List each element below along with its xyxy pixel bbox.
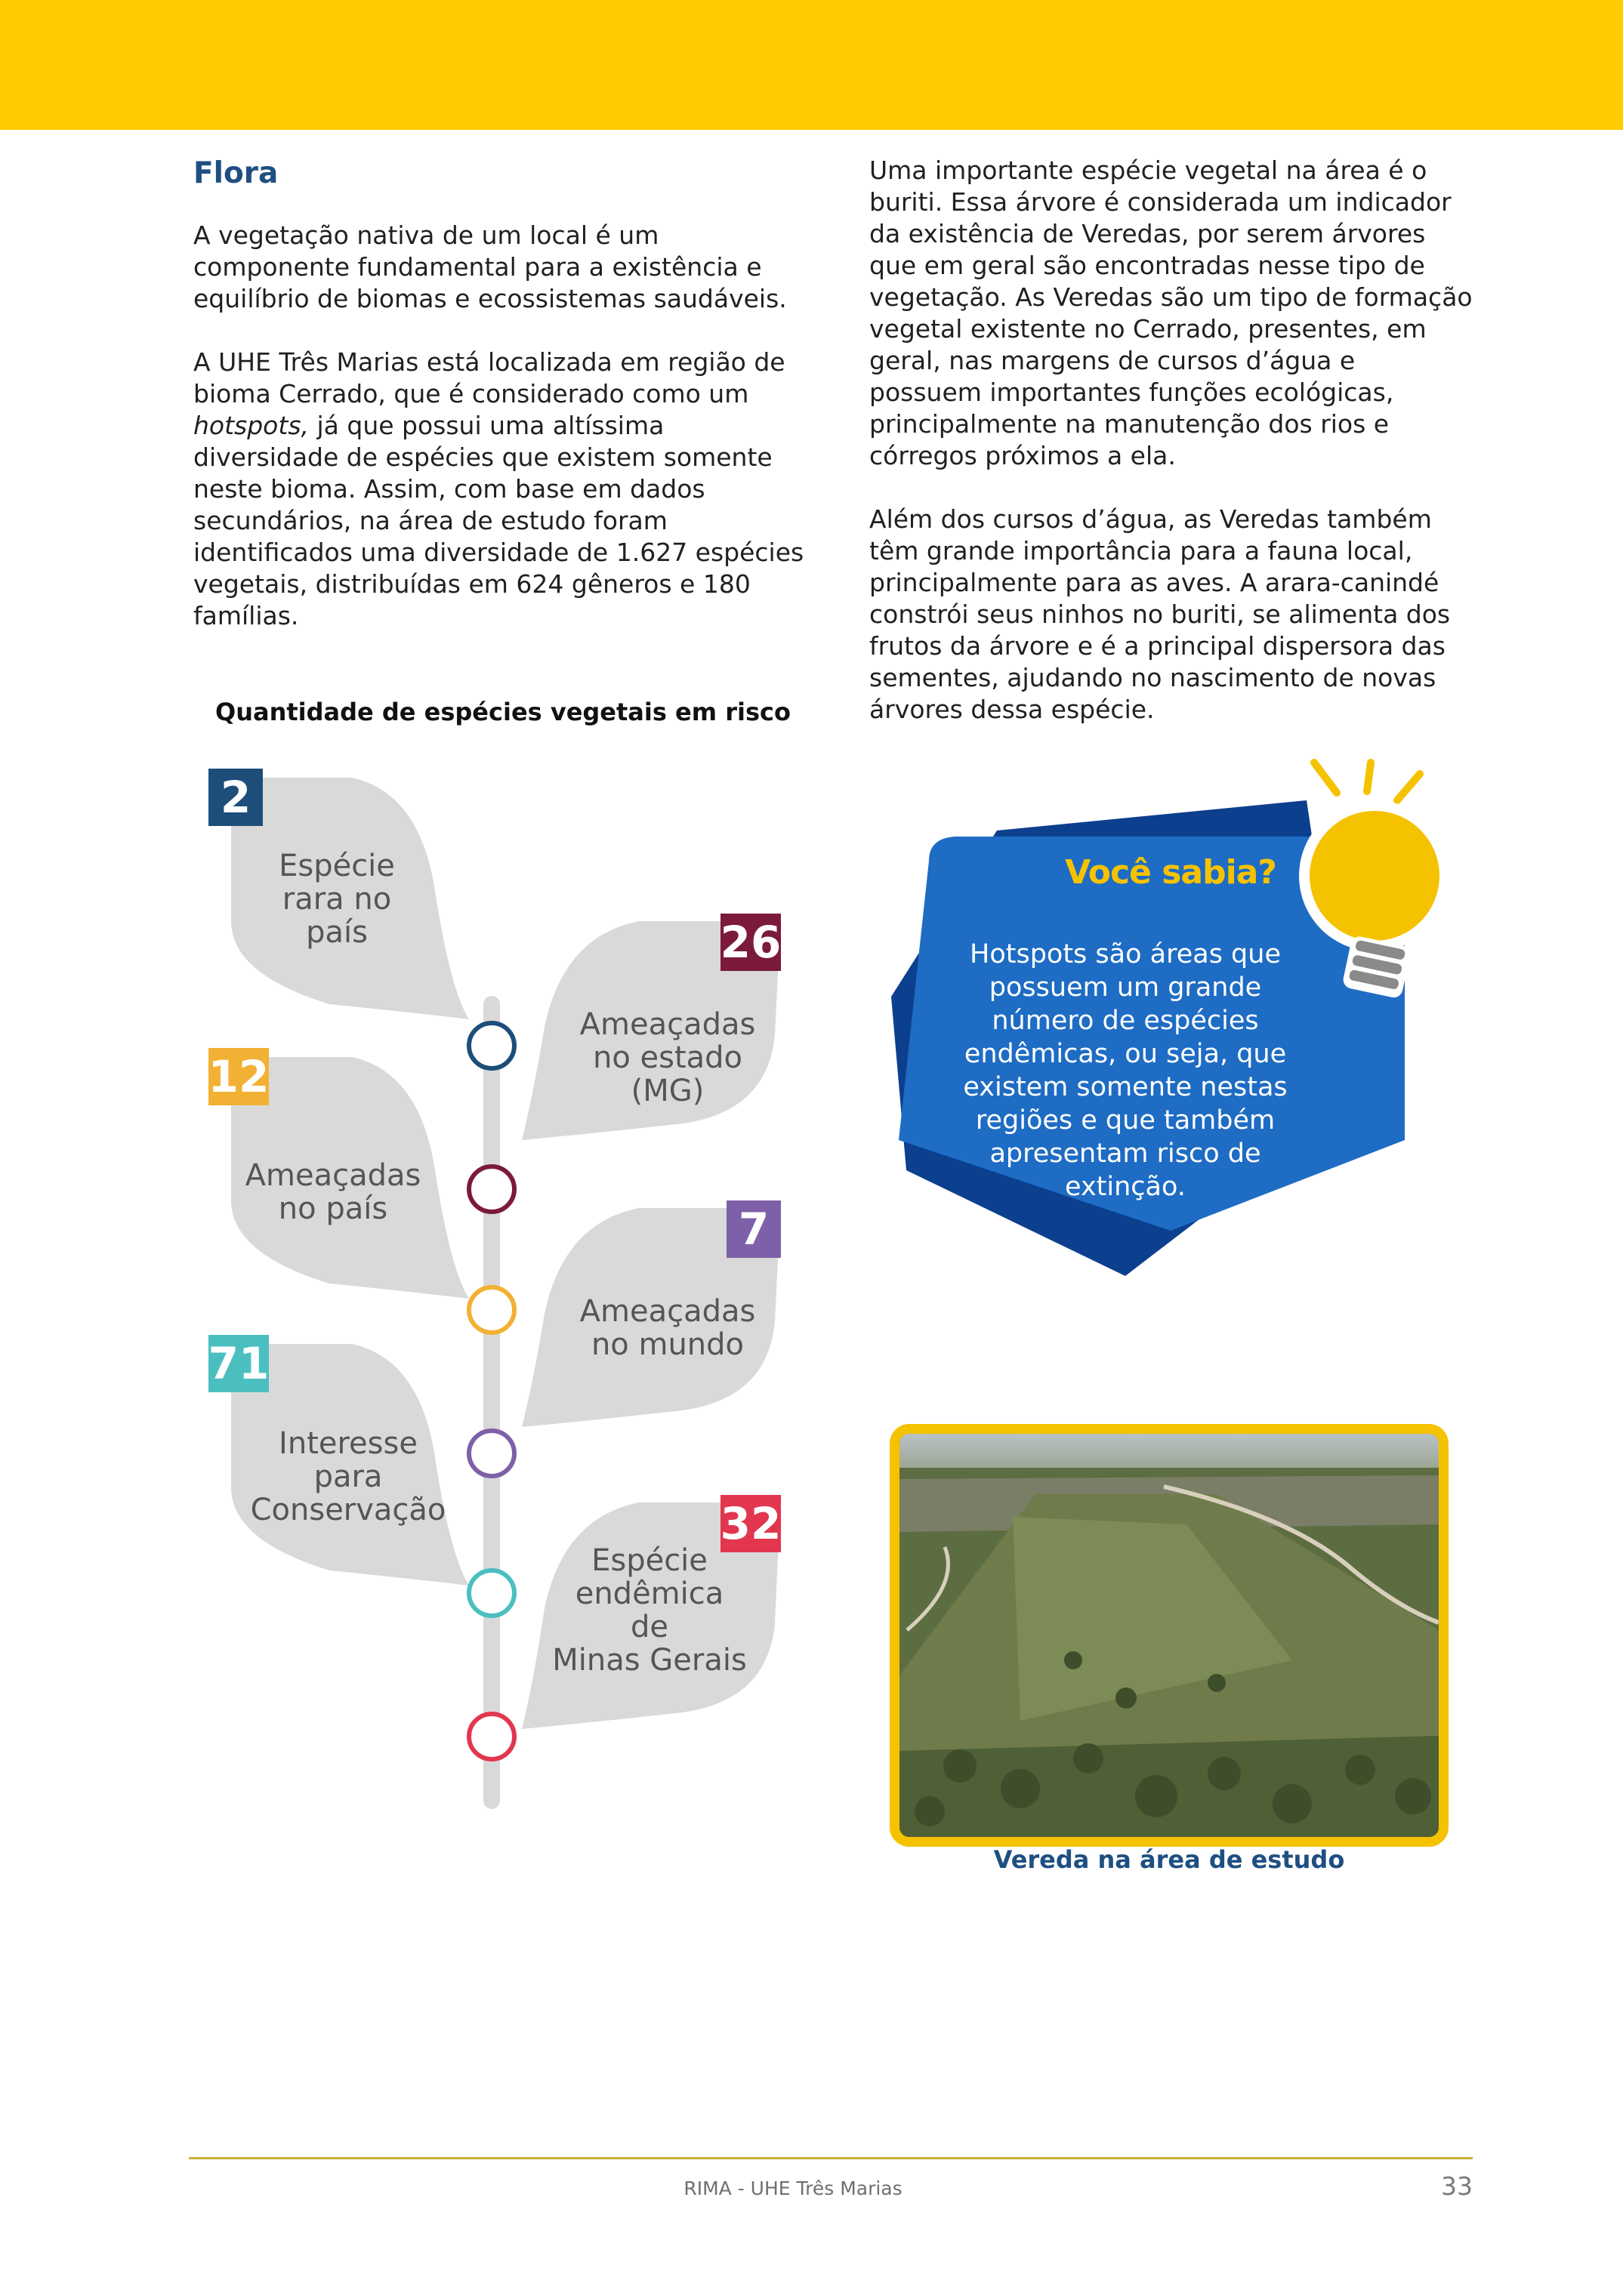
risk-label: Espécie [591, 1543, 708, 1578]
did-you-know-callout [884, 747, 1465, 1336]
risk-label: Ameaçadas [579, 1294, 756, 1329]
circle-node-icon [469, 1714, 514, 1759]
flora-paragraph-2-end: já que possui uma altíssima diversidade de espécies que existem somente neste bioma. Assim, com base em dados secundários, na área de estudo foram identificados uma diversidade de 1.627 espécies vegetais, distribuídas em 624 gêneros e 180 famílias. [193, 411, 804, 630]
risk-count: 2 [220, 772, 251, 823]
buriti-paragraph: Uma importante espécie vegetal na área é o buriti. Essa árvore é considerada um indicador da existência de Veredas, por serem árvores que em geral são encontradas nesse tipo de vegetação. As Veredas são um tipo de formação vegetal existente no Cerrado, presentes, em geral, nas margens de cursos d’água e possuem importantes funções ecológicas, principalmente na manutenção dos rios e córregos próximos a ela. [869, 156, 1473, 470]
risk-label: Ameaçadas [245, 1158, 421, 1193]
header-band [0, 0, 1623, 130]
risk-label: Espécie [279, 849, 395, 883]
circle-node-icon [469, 1570, 514, 1616]
callout-body: Hotspots são áreas que possuem um grande número de espécies endêmicas, ou seja, que existem somente nestas regiões e que também apresentam risco de extinção. [963, 939, 1288, 1202]
risk-label: endêmica [575, 1576, 724, 1611]
veredas-section [869, 155, 1473, 757]
infographic-title: Quantidade de espécies vegetais em risco [215, 698, 791, 726]
risk-label: Ameaçadas [579, 1007, 756, 1042]
risk-label: Interesse [279, 1426, 418, 1461]
callout-title: Você sabia? [1065, 853, 1276, 892]
fauna-paragraph: Além dos cursos d’água, as Veredas também têm grande importância para a fauna local, principalmente para as aves. A arara-canindé constrói seus ninhos no buriti, se alimenta dos frutos da árvore e é a principal dispersora das sementes, ajudando no nascimento de novas árvores dessa espécie. [869, 504, 1451, 724]
risk-label: no estado [592, 1040, 743, 1075]
circle-node-icon [469, 1023, 514, 1068]
section-title: Flora [193, 156, 279, 190]
hotspots-term: hotspots, [193, 411, 309, 440]
risk-label: rara no [282, 882, 392, 917]
flora-paragraph-2-start: A UHE Três Marias está localizada em região de bioma Cerrado, que é considerado como um [193, 347, 785, 408]
risk-label: de [631, 1610, 668, 1644]
risk-label: no país [278, 1191, 388, 1226]
risk-label: país [306, 915, 368, 950]
photo-caption: Vereda na área de estudo [993, 1845, 1345, 1874]
footer-divider [189, 2157, 1473, 2159]
circle-node-icon [469, 1431, 514, 1476]
vereda-photo [890, 1424, 1449, 1847]
flora-section [193, 155, 813, 664]
page-number: 33 [1441, 2171, 1473, 2201]
footer-text: RIMA - UHE Três Marias [683, 2177, 903, 2199]
risk-label: no mundo [591, 1327, 745, 1362]
risk-count: 12 [208, 1051, 270, 1102]
risk-count: 26 [720, 917, 782, 968]
flora-paragraph-2 [193, 347, 813, 632]
circle-node-icon [469, 1287, 514, 1333]
risk-count: 71 [208, 1338, 270, 1389]
risk-count: 32 [720, 1498, 782, 1549]
risk-label: para [313, 1459, 383, 1494]
risk-label: (MG) [631, 1074, 705, 1108]
risk-label: Minas Gerais [552, 1643, 747, 1678]
flora-paragraph-1: A vegetação nativa de um local é um componente fundamental para a existência e equilíbrio de biomas e ecossistemas saudáveis. [193, 220, 787, 313]
risk-label: Conservação [250, 1493, 446, 1527]
circle-node-icon [469, 1166, 514, 1212]
risk-species-infographic [193, 755, 813, 1812]
aerial-landscape-image [899, 1434, 1439, 1837]
risk-count: 7 [738, 1203, 770, 1255]
